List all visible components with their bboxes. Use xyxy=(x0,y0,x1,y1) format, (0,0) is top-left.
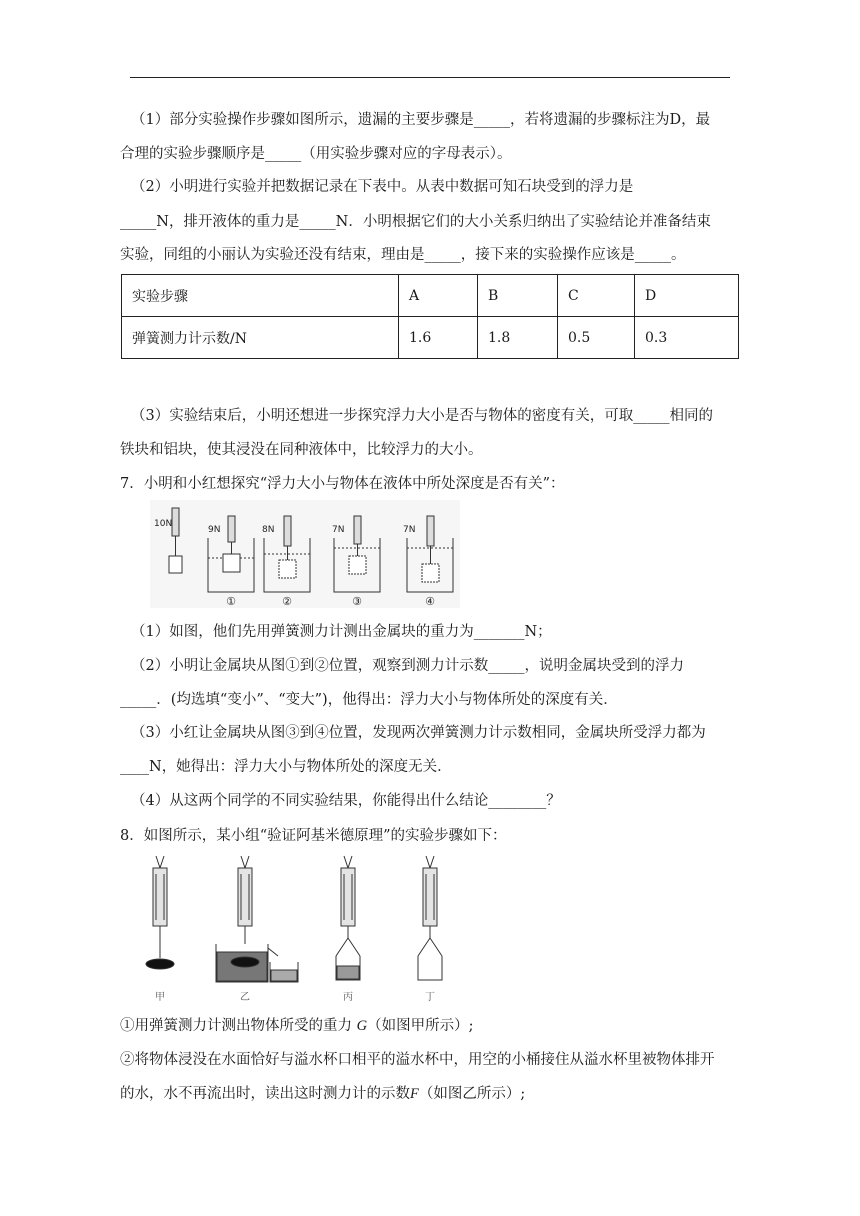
q8-step2-tail: （如图乙所示）; xyxy=(418,1086,526,1102)
figure-label: ① xyxy=(226,595,236,608)
figure-label: ③ xyxy=(352,595,362,608)
table-row xyxy=(122,317,739,359)
figure-label: 丁 xyxy=(425,992,435,1003)
figure-label: 乙 xyxy=(240,992,250,1003)
table-cell: 1.8 xyxy=(478,317,558,359)
figure-q8 xyxy=(140,852,470,1004)
q8-step2-line1: ②将物体浸没在水面恰好与溢水杯口相平的溢水杯中，用空的小桶接住从溢水杯里被物体排开 xyxy=(120,1052,715,1068)
q8-step1-tail: （如图甲所示）; xyxy=(367,1018,474,1034)
q6-part3-line1: （3）实验结束后，小明还想进一步探究浮力大小是否与物体的密度有关，可取_____相同的 xyxy=(131,408,713,424)
q6-part2-line3: 实验，同组的小丽认为实验还没有结束，理由是_____，接下来的实验操作应该是_____。 xyxy=(120,247,686,263)
table-cell: 1.6 xyxy=(399,317,478,359)
q7-part3-line1: （3）小红让金属块从图③到④位置，发现两次弹簧测力计示数相同，金属块所受浮力都为 xyxy=(131,725,706,741)
force-variable: F xyxy=(410,1086,419,1102)
q8-title: 8．如图所示，某小组“验证阿基米德原理”的实验步骤如下： xyxy=(120,828,507,844)
q7-title: 7．小明和小红想探究“浮力大小与物体在液体中所处深度是否有关”： xyxy=(120,476,565,492)
q8-step1-text: ①用弹簧测力计测出物体所受的重力 xyxy=(120,1018,352,1034)
data-table xyxy=(121,274,739,359)
table-cell: D xyxy=(635,275,739,317)
table-cell: 0.5 xyxy=(558,317,635,359)
q8-step2-line2 xyxy=(120,1084,525,1104)
figure-label: 丙 xyxy=(343,992,353,1003)
q6-part2-line2: _____N，排开液体的重力是_____N．小明根据它们的大小关系归纳出了实验结论并准备结束 xyxy=(120,214,711,230)
reading-label: 9N xyxy=(208,525,221,535)
q6-part1-line2: 合理的实验步骤顺序是_____（用实验步骤对应的字母表示）。 xyxy=(120,146,512,162)
table-row xyxy=(122,275,739,317)
header-rule xyxy=(130,77,730,78)
reading-label: 10N xyxy=(154,519,173,529)
q7-part3-line2: ____N，她得出：浮力大小与物体所处的深度无关． xyxy=(120,759,452,775)
table-cell: C xyxy=(558,275,635,317)
table-cell: 实验步骤 xyxy=(122,275,399,317)
weight-variable: G xyxy=(356,1018,368,1034)
reading-label: 7N xyxy=(332,525,345,535)
reading-label: 7N xyxy=(403,525,416,535)
q7-part4: （4）从这两个同学的不同实验结果，你能得出什么结论________？ xyxy=(131,793,561,809)
q6-part2-line1: （2）小明进行实验并把数据记录在下表中。从表中数据可知石块受到的浮力是 xyxy=(131,179,634,195)
q7-part2-line1: （2）小明让金属块从图①到②位置，观察到测力计示数_____，说明金属块受到的浮力 xyxy=(131,658,684,674)
figure-label: ④ xyxy=(425,595,435,608)
figure-q7 xyxy=(150,500,460,608)
table-cell: A xyxy=(399,275,478,317)
table-cell: 0.3 xyxy=(635,317,739,359)
q8-step1 xyxy=(120,1016,473,1036)
q7-part1: （1）如图，他们先用弹簧测力计测出金属块的重力为_______N； xyxy=(131,624,552,640)
table-cell: 弹簧测力计示数/N xyxy=(122,317,399,359)
figure-label: 甲 xyxy=(155,992,165,1003)
figure-label: ② xyxy=(282,595,292,608)
reading-label: 8N xyxy=(262,525,275,535)
q7-part2-line2: _____．(均选填“变小”、“变大”)，他得出：浮力大小与物体所处的深度有关． xyxy=(120,692,618,708)
q6-part3-line2: 铁块和铝块，使其浸没在同种液体中，比较浮力的大小。 xyxy=(120,442,483,458)
q8-step2-text: 的水，水不再流出时，读出这时测力计的示数 xyxy=(120,1086,410,1102)
q6-part1-line1: （1）部分实验操作步骤如图所示，遗漏的主要步骤是_____，若将遗漏的步骤标注为D，最 xyxy=(131,112,711,128)
table-cell: B xyxy=(478,275,558,317)
